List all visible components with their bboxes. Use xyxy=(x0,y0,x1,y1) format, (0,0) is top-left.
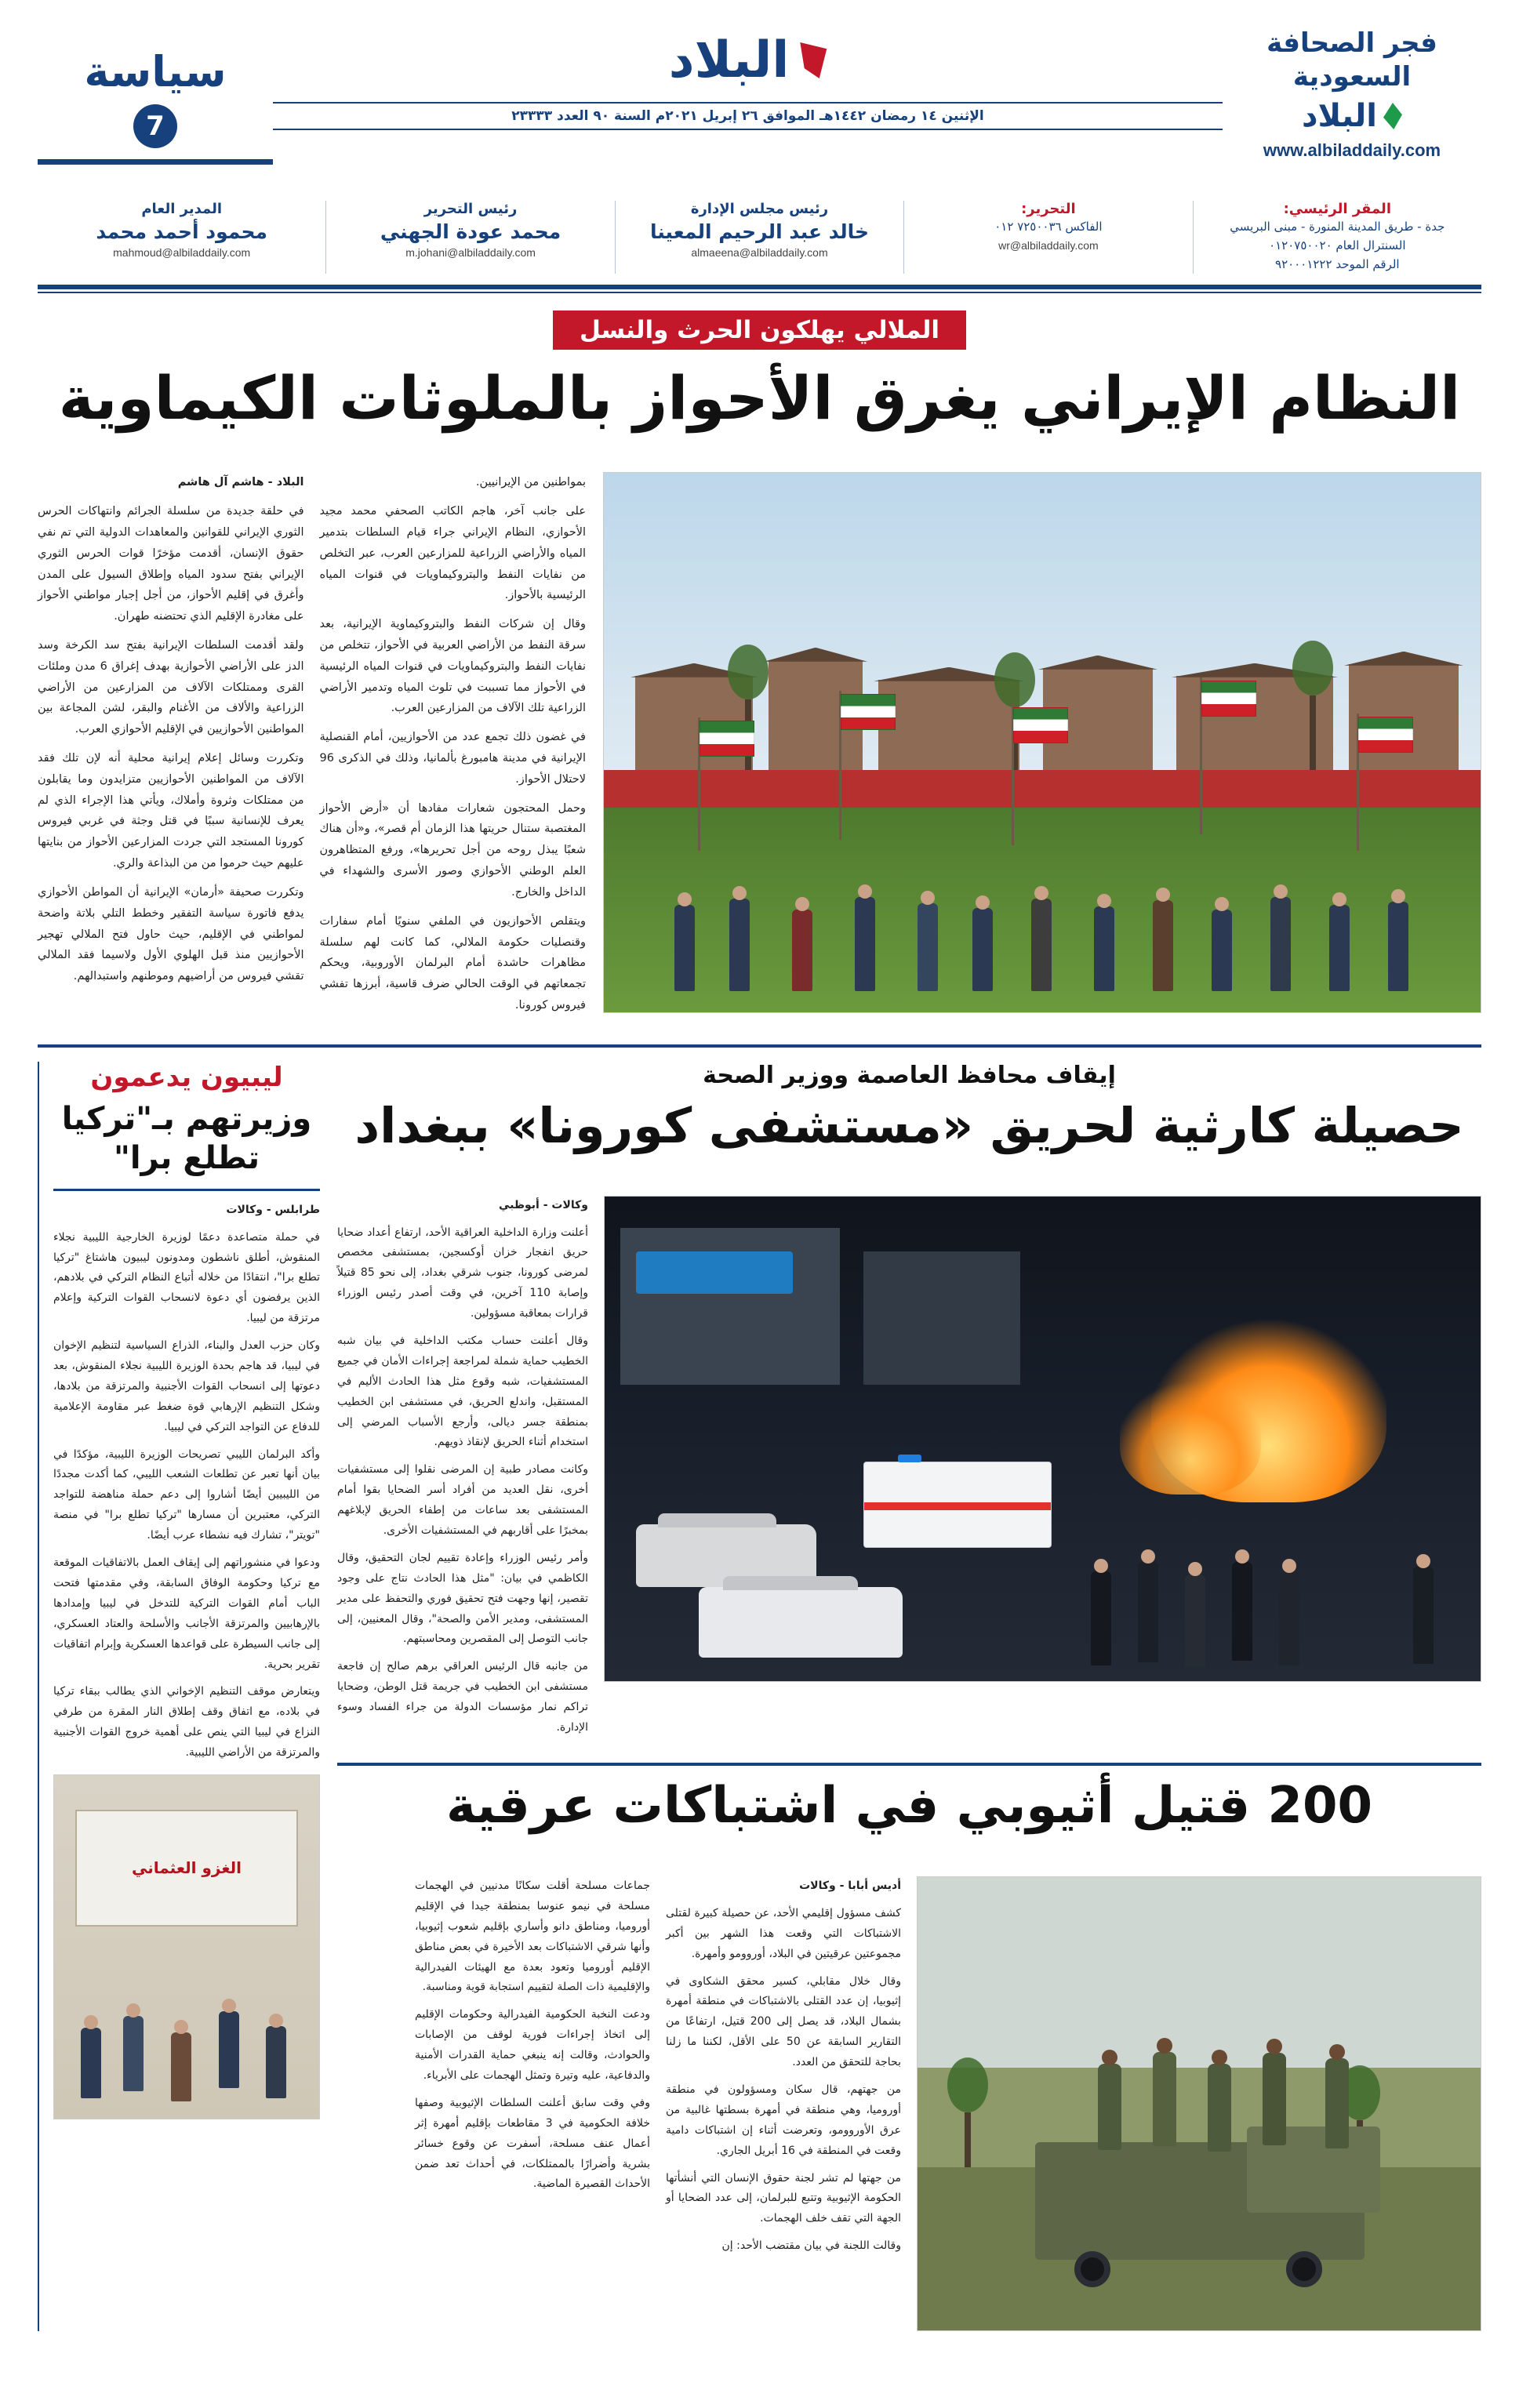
libya-sidebar-story xyxy=(38,1062,320,2331)
section-block xyxy=(38,0,273,165)
paragraph: من جهتها لم تشر لجنة حقوق الإنسان التي أنشأتها الحكومة الإثيوبية وتتبع للبرلمان، إلى عدد الضحايا أو الجهة التي تقف خلف الهجمات. xyxy=(666,2171,901,2225)
baghdad-story xyxy=(337,1062,1481,2331)
paragraph: ودعت النخبة الحكومية الفيدرالية وحكومات الإقليم إلى اتخاذ إجراءات فورية لوقف من الإصابات والحوادث، وقالت إنه ينبغي حماية القدرات الأمنية والدفاعية، عليه وتيرة وتمثل الهجمات على الأبرياء. xyxy=(415,2008,650,2083)
contact-email[interactable]: mahmoud@albiladdaily.com xyxy=(113,246,251,259)
rail-kicker: ليبيون يدعمون xyxy=(90,1061,283,1093)
contact-editor-in-chief-hq xyxy=(1193,201,1481,274)
paper-logo-text: البلاد xyxy=(668,31,790,89)
lead-body xyxy=(38,472,1481,1024)
contact-general-manager xyxy=(38,201,325,274)
section-divider-2 xyxy=(337,1763,1481,1766)
contact-name: محمود أحمد محمد xyxy=(96,220,267,243)
contact-email[interactable]: almaeena@albiladdaily.com xyxy=(691,246,828,259)
paragraph: وقالت اللجنة في بيان مقتضب الأحد: إن xyxy=(721,2239,901,2253)
paragraph: من جانبه قال الرئيس العراقي برهم صالح إن فاجعة مستشفى ابن الخطيب في جريمة قتل الوطن، وضحايا تراكم نمار مؤسسات الدولة من جراء الفساد وسوء الإدارة. xyxy=(337,1660,588,1734)
middle-section xyxy=(38,1062,1481,2331)
page-number-badge: 7 xyxy=(133,104,177,148)
middle-headline: حصيلة كارثية لحريق «مستشفى كورونا» ببغداد xyxy=(354,1096,1464,1154)
contact-label: المقر الرئيسي: xyxy=(1283,201,1391,217)
website-url[interactable]: www.albiladdaily.com xyxy=(1263,140,1441,160)
paragraph: وقال أعلنت حساب مكتب الداخلية في بيان شبه الخطيب حماية شملة لمراجعة إجراءات الأمان في جميع المستشفيات، شبه وقوع مثل هذا الحادث الأليم في المستقبل، واندلع الحريق، في مستشفى ابن الخطيب بمنطقة جسر ديالى، وأرجع الأسباب المرضي إلى استخدام أثناء الحريق لإنقاذ ذويهم. xyxy=(337,1334,588,1449)
bottom-body xyxy=(337,1876,1481,2331)
leaf-icon xyxy=(1383,103,1402,129)
contact-fax: الفاكس ٧٢٥٠٠٣٦ ٠١٢ xyxy=(994,220,1103,234)
paragraph: في حملة متصاعدة دعمًا لوزيرة الخارجية الليبية نجلاء المنقوش، أطلق ناشطون ومدونون ليبيون هاشتاغ "تركيا تطلع برا"، انتقادًا من خلاله أتباع النظام التركي في بلادهم، الذين يرفضون أي دعوة لانسحاب القوات التركية وإعلام مرتزقة من ليبيا. xyxy=(53,1230,320,1325)
section-divider-1 xyxy=(38,1044,1481,1048)
contact-line-3: الرقم الموحد ٩٢٠٠٠١٢٢٢ xyxy=(1275,257,1400,271)
logo-mark-icon xyxy=(800,42,827,78)
paragraph: وكان حزب العدل والبناء، الذراع السياسية لتنظيم الإخوان في ليبيا، قد هاجم بحدة الوزيرة الليبية نجلاء المنقوش، بعد دعوتها إلى انسحاب القوات الأجنبية والمرتزقة من بلادها، وشكل التنظيم الإرهابي قوة ضغط عبر مقاومة الإعلامية للدفاع عن التواجد التركي في ليبيا. xyxy=(53,1339,320,1433)
brand-logo xyxy=(1223,98,1481,134)
paragraph: وقال إن شركات النفط والبتروكيماوية الإيرانية، بعد سرقة النفط من الأراضي العربية في الأحواز، تتخلص من نفايات النفط والبتروكيماويات في قنوات المياه الرئيسية في الأحواز مما تسببت في تلوث المياه وتدمير الأراضي الزراعية تلك الآلاف من المزارعين العرب. xyxy=(319,618,586,715)
rail-headline: وزيرتهم بـ"تركيا تطلع برا" xyxy=(61,1100,312,1176)
bottom-headline: 200 قتيل أثيوبي في اشتباكات عرقية xyxy=(445,1776,1373,1835)
lead-photo xyxy=(603,472,1481,1013)
lead-byline: البلاد - هاشم آل هاشم xyxy=(177,476,304,489)
bottom-photo xyxy=(917,1876,1481,2331)
lead-column-1 xyxy=(38,472,304,1024)
rail-byline: طرابلس - وكالات xyxy=(226,1203,320,1216)
paragraph: من جهتهم، قال سكان ومسؤولون في منطقة أوروميا، وهي منطقة في أمهرة بسطتها غالبية من عرق الأوروومو، وتعرضت أثناء إن اشتباكات دامية وقعت في المنطقة في 16 أبريل الجاري. xyxy=(666,2083,901,2157)
brand-logo-text: البلاد xyxy=(1302,98,1377,134)
contacts-strip xyxy=(38,201,1481,274)
paragraph: وحمل المحتجون شعارات مفادها أن «أرض الأحواز المغتصبة ستنال حريتها هذا الزمان أم قصر»، و«أن هناك شعبًا يبذل روحه من أجل تحريرها»، ورفع المتظاهرون العلم الوطني الأحوازي وصور الأسرى والشهداء في الداخل والخارج. xyxy=(319,801,586,899)
paragraph: وأمر رئيس الوزراء وإعادة تقييم لجان التحقيق، وقال الكاظمي في بيان: "مثل هذا الحادث نتاج على وجود تقصير، إنها وجهت فتح تحقيق فوري والتحفظ على مدير المستشفى، ومدير الأمن والصحة"، وقال المعنيين، إلى جانب التوصل إلى المقصرين ومحاسبتهم. xyxy=(337,1551,588,1646)
issue-date-line: الإثنين ١٤ رمضان ١٤٤٢هـ الموافق ٢٦ إبريل ٢٠٢١م السنة ٩٠ العدد ٢٣٣٣٣ xyxy=(273,102,1223,130)
paragraph: وأكد البرلمان الليبي تصريحات الوزيرة الليبية، مؤكدًا في بيان أنها تعبر عن تطلعات الشعب الليبي، كما أكدت مجددًا من الليبيين أيضًا أشاروا إلى دعم حملة مناهضة للتواجد التركي، معتبرين أن مسارها "تركيا تطلع برا" في منصة "تويتر"، تشارك فيه نشطاء عرب أيضًا. xyxy=(53,1447,320,1542)
contact-chairman xyxy=(615,201,903,274)
masthead xyxy=(38,0,1481,196)
paragraph: على جانب آخر، هاجم الكاتب الصحفي محمد مجيد الأحوازي، النظام الإيراني جراء قيام السلطات بتدمير المياه والأراضي الزراعية للمزارعين العرب، عبر التخلص من نفايات النفط والبتروكيماويات في قنوات المياه الرئيسية بالأحواز. xyxy=(319,505,586,602)
contact-chief-editor xyxy=(325,201,614,274)
section-label: سياسة xyxy=(84,47,227,96)
middle-byline: وكالات - أبوظبي xyxy=(498,1198,588,1211)
contact-name: خالد عبد الرحيم المعينا xyxy=(649,220,869,243)
bottom-byline: أديس أبابا - وكالات xyxy=(799,1880,901,1893)
masthead-bottom-rule xyxy=(38,285,1481,289)
brand-title: فجر الصحافة السعودية xyxy=(1266,27,1437,93)
middle-text-column xyxy=(337,1196,588,1745)
paragraph: في حلقة جديدة من سلسلة الجرائم وانتهاكات الحرس الثوري الإيراني للقوانين والمعاهدات الدولية التي تم نفي حقوق الإنسان، أقدمت مؤخرًا قوات الحرس الثوري الإيراني بفتح سدود المياه وإطلاق السيول على المدن وأغرق في إقليم الأحواز، من أجل إجبار مواطني الأحواز على مغادرة الإقليم الذي تحتضنه طهران. xyxy=(38,505,304,623)
middle-body xyxy=(337,1196,1481,1745)
rail-divider xyxy=(53,1189,320,1191)
paragraph: أعلنت وزارة الداخلية العراقية الأحد، ارتفاع أعداد ضحايا حريق انفجار خزان أوكسجين، بمستشفى مخصص لمرضى كورونا، جنوب شرقي بغداد، إلى نحو 85 قتيلاً وإصابة 110 آخرين، في وقت أصدر رئيس الوزراء قرارات بمعاقبة مسؤولين. xyxy=(337,1226,589,1320)
masthead-bottom-rule-thin xyxy=(38,292,1481,293)
contact-label: رئيس مجلس الإدارة xyxy=(690,201,829,217)
paragraph: ويتقلص الأحوازيون في الملفي سنويًا أمام سفارات وقنصليات حكومة الملالي، كما كانت لهم سلسلة مظاهرات حاشدة أمام البرلمان الأوروبية، ويحكم تجمعاتهم في الوقت الحالي ضرف قاسية، أبرزها تفشي فيروس كورونا. xyxy=(319,914,586,1012)
paper-logo xyxy=(273,31,1223,89)
paragraph: في غضون ذلك تجمع عدد من الأحوازيين، أمام القنصلية الإيرانية في مدينة هامبورغ بألمانيا، وذلك في الذكرى 96 لاحتلال الأحواز. xyxy=(319,731,586,786)
lead-headline: النظام الإيراني يغرق الأحواز بالملوثات الكيماوية xyxy=(58,363,1461,433)
contact-label: المدير العام xyxy=(141,201,222,217)
bottom-text-column-1 xyxy=(666,1876,901,2331)
brand-block xyxy=(1223,0,1481,161)
lead-kicker: الملالي يهلكون الحرث والنسل xyxy=(553,311,966,350)
paragraph: وكانت مصادر طبية إن المرضى نقلوا إلى مستشفيات أخرى، نقل العديد من أفراد أسر الضحايا بقوا أمام المستشفى بعد ساعات من إطفاء الحريق لإبلاغهم بمخبرًا على أقاربهم في المستشفيات الأخرى. xyxy=(337,1463,588,1537)
masthead-divider xyxy=(38,159,273,165)
paragraph: ويتعارض موقف التنظيم الإخواني الذي يطالب ببقاء تركيا في بلاده، مع اتفاق وقف إطلاق النار المقرة من طرفي النزاع في ليبيا التي ينص على أهمية خروج القوات الأجنبية والمرتزقة من الأراضي الليبية. xyxy=(53,1685,320,1760)
lead-kicker-wrap xyxy=(38,311,1481,350)
contact-name: محمد عودة الجهني xyxy=(380,220,561,243)
contact-label: رئيس التحرير xyxy=(423,201,518,217)
middle-photo xyxy=(604,1196,1481,1682)
contact-newsroom xyxy=(903,201,1192,274)
contact-label: التحرير: xyxy=(1021,201,1076,217)
middle-kicker: إيقاف محافظ العاصمة ووزير الصحة xyxy=(703,1061,1116,1089)
paragraph: وتكررت وسائل إعلام إيرانية محلية أنه لإن تلك فقد الآلاف من المواطنين الأحوازيين متزايدون وما يقابلون من ممتلكات وثروة وأملاك، ويأتي هذا الإجراء الذي لم يعرف للإنسانية سببًا في قتل وجثة في غربي فيروس كورونا المستجد التي جردت المزارعين الأحواز من بنايتها عليهم حيث حرموا من من البذاعة والري. xyxy=(38,752,304,870)
masthead-center xyxy=(273,0,1223,130)
contact-email[interactable]: wr@albiladdaily.com xyxy=(998,239,1099,252)
paragraph: ودعوا في منشوراتهم إلى إيقاف العمل بالاتفاقيات الموقعة مع تركيا وحكومة الوفاق السابقة، وفي مقدمتها فتحت الباب أمام القوات التركية للتدخل في ليبيا وإمدادها بالإرهابيين والمرتزقة الأجانب والأسلحة والعتاد العسكري، إلى جانب السيطرة على قواعدها العسكرية وإبرام اتفاقيات تقرير بحرية. xyxy=(53,1556,320,1671)
paragraph: ولقد أقدمت السلطات الإيرانية بفتح سد الكرخة وسد الدز على الأراضي الأحوازية بهدف إغراق 6 مدن وملئات القرى وممتلكات الآلاف من المزارعين من الأراضي الزراعية والألاف من الأغنام والبقر، لشن المجاعة بين المواطنين الأحوازيين في الإقليم الأحوازي العرب. xyxy=(38,638,304,736)
paragraph: بمواطنين من الإيرانيين. xyxy=(475,476,586,489)
rail-text xyxy=(53,1200,320,1763)
paragraph: وتكررت صحيفة «أرمان» الإيرانية أن المواطن الأحوازي يدفع فاتورة سياسة التفقير وخطط التلي بلاتة واضحة لمواطني في الإقليم، حيث حاول فتح الملالي تهجير الأحوازيين منذ قبل الهلوي الأول ولاسيما فقد الملالي تقشي فيروس من أراضيهم وموطنهم واستبدالهم. xyxy=(38,885,304,983)
lead-text-columns xyxy=(38,472,586,1024)
contact-email[interactable]: m.johani@albiladdaily.com xyxy=(405,246,536,259)
rail-photo: الغزو العثماني xyxy=(53,1774,320,2119)
contact-line-2: السنترال العام ٠١٢٠٧٥٠٠٢٠ xyxy=(1269,238,1406,252)
paragraph: وقال خلال مقابلي، كسير محقق الشكاوى في إثيوبيا، إن عدد القتلى بالاشتباكات في منطقة أمهرة بشمال البلاد، قد يصل إلى 200 قتيل، ارتفاعًا من التقارير السابقة عن 50 على الأقل، لكننا ما زلنا بحاجة للتحقق من العدد. xyxy=(666,1974,901,2069)
lead-column-2 xyxy=(320,472,587,1024)
paragraph: جماعات مسلحة أقلت سكانًا مدنيين في الهجمات مسلحة في نيمو عنوسا بمنطقة جيدا في الإقليم أوروميا، ومناطق دانو وأساري بإقليم شعوب إثيوبيا، وأنها شرقي الاشتباكات بعد الأخيرة في بعض مناطق الإقليم أوروميا وتعود بعدة مع الهيئات الفيدرالية والإقليمية ذات الصلة لتقييم استجابة قوية ومناسبة. xyxy=(415,1880,650,1994)
paragraph: وفي وقت سابق أعلنت السلطات الإثيوبية وصفها خلافة الحكومية في 3 مقاطعات بإقليم أمهرة إثر أعمال عنف مسلحة، أسفرت عن وقوع خسائر بشرية وأضرارًا بالممتلكات، في أحداث تعد ضمن الأحداث القصيرة الماضية. xyxy=(415,2096,650,2191)
paragraph: كشف مسؤول إقليمي الأحد، عن حصيلة كبيرة لقتلى الاشتباكات التي وقعت هذا الشهر بين أكبر مجموعتين عرقيتين في البلاد، أوروومو وأمهرة. xyxy=(666,1906,901,1960)
bottom-text-column-2 xyxy=(415,1876,650,2331)
contact-line-1: جدة - طريق المدينة المنورة - مبنى البريسي xyxy=(1230,220,1445,234)
